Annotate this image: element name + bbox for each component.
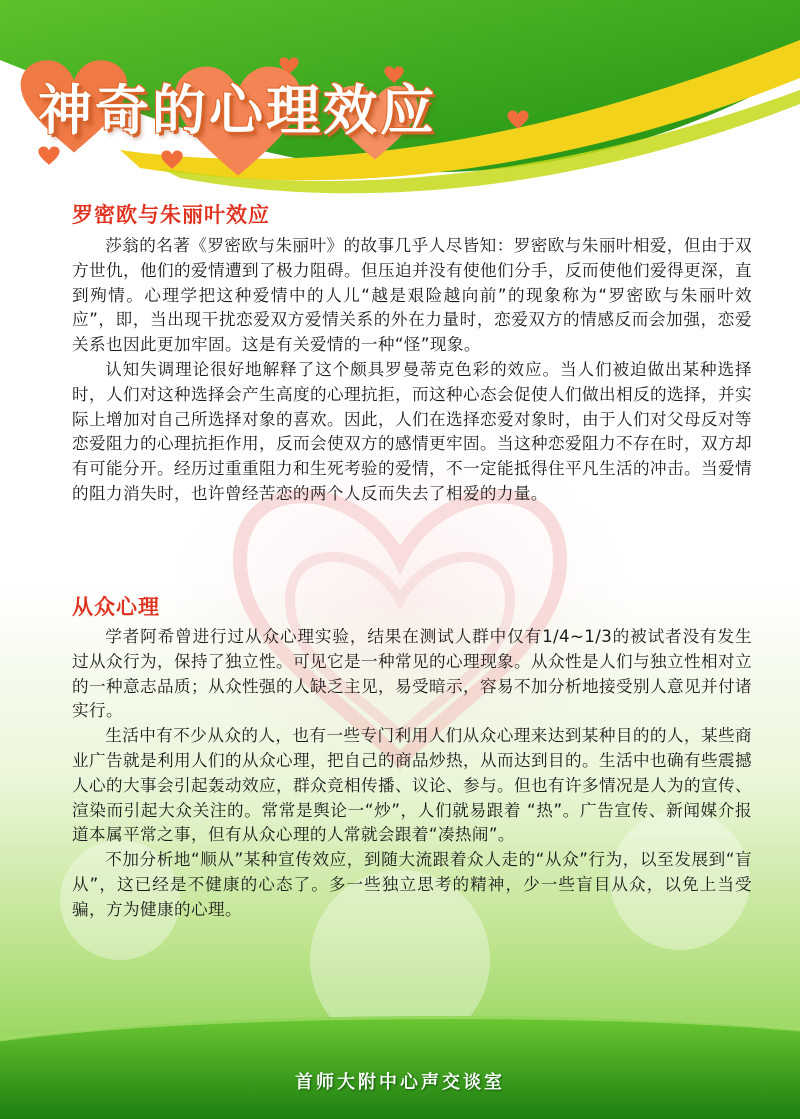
section-heading: 从众心理 <box>72 595 160 619</box>
footer-credit: 首师大附中心声交谈室 <box>295 1072 505 1093</box>
paragraph: 生活中有不少从众的人，也有一些专门利用人们从众心理来达到某种目的的人，某些商业广告就是利用人们的从众心理，把自己的商品炒热，从而达到目的。生活中也确有些震撼人心的大事会引起轰动效应，群众竞相传播、议论、参与。但也有许多情况是人为的宣传、渲染而引起大众关注的。常常是舆论一“炒”，人们就易跟着 “热”。广告宣传、新闻媒介报道本属平常之事，但有从众心理的人常就会跟着“凑热闹”。 <box>72 726 752 845</box>
section-conformity-psychology <box>72 592 752 923</box>
heart-icon <box>507 110 529 130</box>
section-romeo-juliet-effect <box>72 200 752 507</box>
paragraph: 学者阿希曾进行过从众心理实验，结果在测试人群中仅有1/4~1/3的被试者没有发生过从众行为，保持了独立性。可见它是一种常见的心理现象。从众性是人们与独立性相对立的一种意志品质；从众性强的人缺乏主见，易受暗示，容易不加分析地接受别人意见并付诸实行。 <box>72 627 752 721</box>
section-heading: 罗密欧与朱丽叶效应 <box>72 203 270 227</box>
poster-title: 神奇的心理效应 <box>38 78 437 142</box>
paragraph: 莎翁的名著《罗密欧与朱丽叶》的故事几乎人尽皆知：罗密欧与朱丽叶相爱，但由于双方世仇，他们的爱情遭到了极力阻碍。但压迫并没有使他们分手，反而使他们爱得更深，直到殉情。心理学把这种爱情中的人儿“越是艰险越向前”的现象称为“罗密欧与朱丽叶效应”，即，当出现干扰恋爱双方爱情关系的外在力量时，恋爱双方的情感反而会加强，恋爱关系也因此更加牢固。这是有关爱情的一种“怪”现象。 <box>72 236 752 355</box>
paragraph: 不加分析地“顺从”某种宣传效应，到随大流跟着众人走的“从众”行为，以至发展到“盲从”，这已经是不健康的心态了。多一些独立思考的精神，少一些盲目从众，以免上当受骗，方为健康的心理。 <box>72 850 752 919</box>
paragraph: 认知失调理论很好地解释了这个颇具罗曼蒂克色彩的效应。当人们被迫做出某种选择时，人们对这种选择会产生高度的心理抗拒，而这种心态会促使人们做出相反的选择，并实际上增加对自己所选择对象的喜欢。因此，人们在选择恋爱对象时，由于人们对父母反对等恋爱阻力的心理抗拒作用，反而会使双方的感情更牢固。当这种恋爱阻力不存在时，双方却有可能分开。经历过重重阻力和生死考验的爱情，不一定能抵得住平凡生活的冲击。当爱情的阻力消失时，也许曾经苦恋的两个人反而失去了相爱的力量。 <box>72 359 752 503</box>
heart-icon <box>160 150 184 170</box>
